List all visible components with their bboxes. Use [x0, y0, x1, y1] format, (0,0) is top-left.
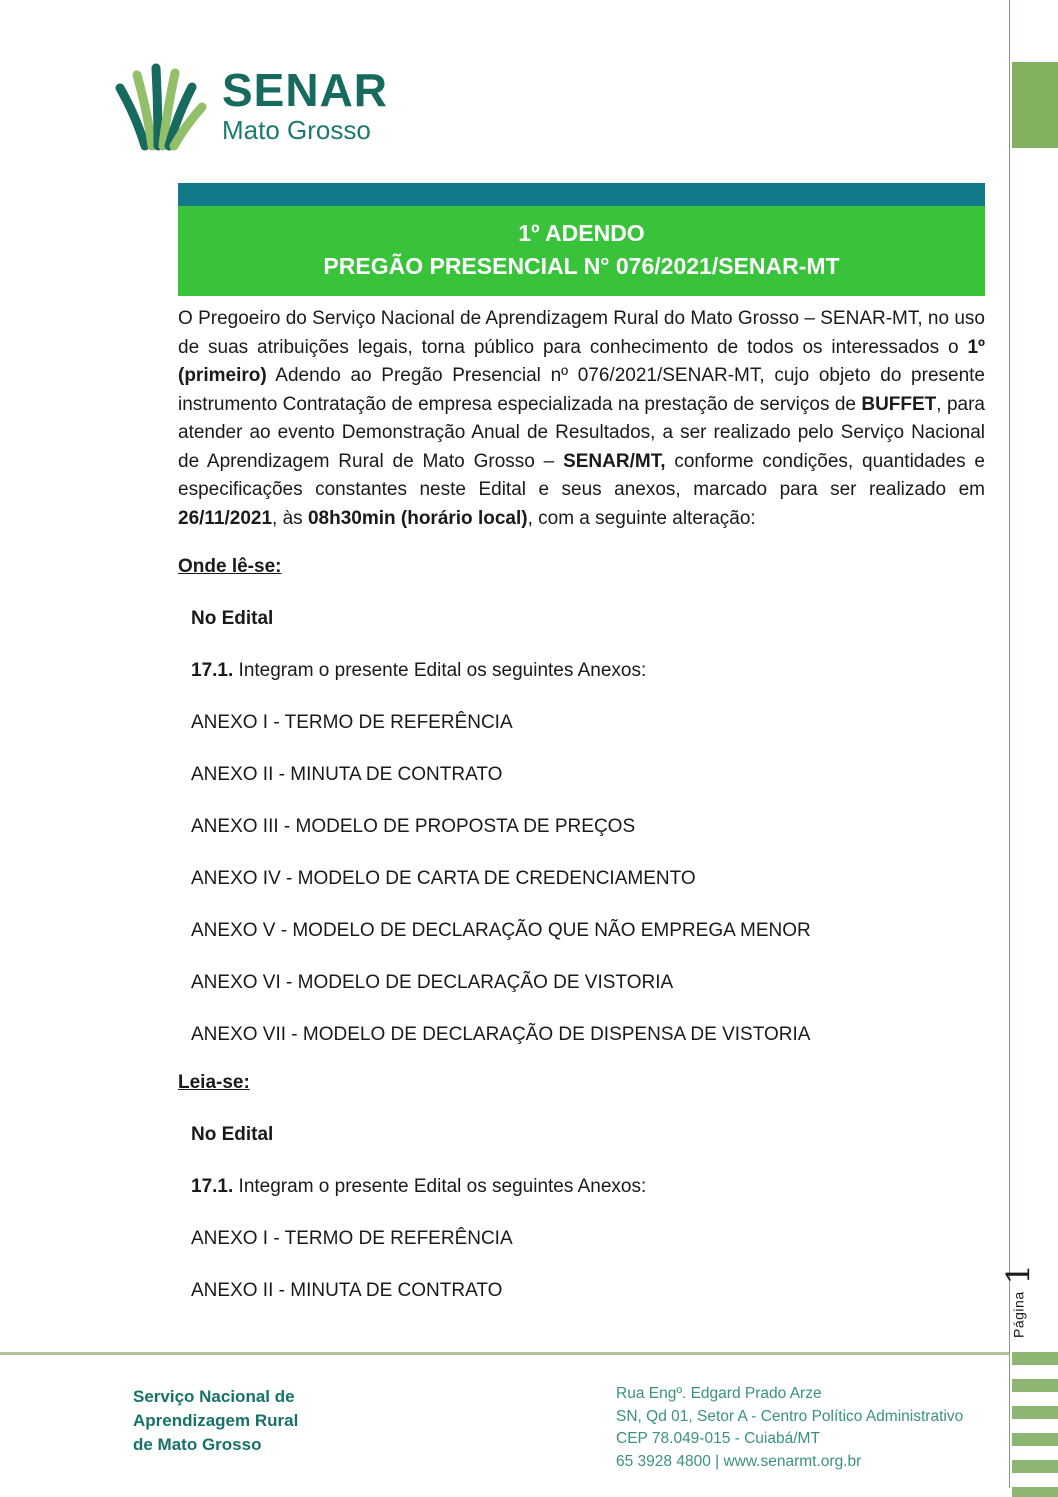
- right-green-stripes: [1012, 1352, 1058, 1497]
- document-body: [178, 305, 985, 1305]
- footer-address-line: 65 3928 4800 | www.senarmt.org.br: [616, 1452, 862, 1470]
- senar-logo: [108, 58, 388, 153]
- subheading-no-edital-1: No Edital: [191, 608, 274, 629]
- footer-org-line: de Mato Grosso: [133, 1435, 262, 1454]
- anexo-item: ANEXO III - MODELO DE PROPOSTA DE PREÇOS: [191, 816, 636, 837]
- intro-seg-6: , com a seguinte alteração:: [527, 507, 756, 529]
- intro-seg-2: Adendo ao Pregão Presencial nº 076/2021/SENAR-MT, cujo objeto do presente instrumento Contratação de empresa especializada na prestação de serviços de: [178, 365, 985, 415]
- footer-organization: [133, 1385, 298, 1457]
- page-number-value: 1: [999, 1264, 1038, 1285]
- anexo-item: ANEXO II - MINUTA DE CONTRATO: [191, 1280, 503, 1301]
- footer-address-line: SN, Qd 01, Setor A - Centro Político Administrativo: [616, 1407, 964, 1425]
- intro-seg-5: , às: [272, 507, 308, 529]
- intro-bold-2: BUFFET: [861, 393, 937, 415]
- clause-number: 17.1.: [191, 660, 234, 681]
- clause-17-1-second: [191, 1173, 985, 1201]
- intro-bold-5: 08h30min (horário local): [307, 507, 528, 529]
- clause-17-1-first: [191, 657, 985, 685]
- footer-address: [616, 1383, 963, 1473]
- anexo-item: ANEXO V - MODELO DE DECLARAÇÃO QUE NÃO EMPREGA MENOR: [191, 920, 811, 941]
- anexo-item: ANEXO VII - MODELO DE DECLARAÇÃO DE DISPENSA DE VISTORIA: [191, 1024, 811, 1045]
- footer-address-line: CEP 78.049-015 - Cuiabá/MT: [616, 1430, 820, 1447]
- right-green-block: [1012, 62, 1058, 148]
- title-banner: [178, 183, 985, 296]
- intro-bold-4: 26/11/2021: [178, 507, 273, 529]
- clause-text: Integram o presente Edital os seguintes Anexos:: [233, 1176, 647, 1197]
- page-number-label: Página: [1010, 1291, 1027, 1338]
- intro-bold-1: 1º (primeiro): [178, 336, 985, 386]
- anexo-item: ANEXO I - TERMO DE REFERÊNCIA: [191, 1228, 513, 1249]
- anexo-item: ANEXO II - MINUTA DE CONTRATO: [191, 764, 503, 785]
- section-heading-leia-se: Leia-se:: [178, 1072, 250, 1093]
- banner-teal-strip: [178, 183, 985, 206]
- banner-title-line1: 1º ADENDO: [518, 220, 645, 246]
- anexo-item: ANEXO VI - MODELO DE DECLARAÇÃO DE VISTORIA: [191, 972, 674, 993]
- banner-body: [178, 206, 985, 296]
- intro-seg-1: O Pregoeiro do Serviço Nacional de Aprendizagem Rural do Mato Grosso – SENAR-MT, no uso de suas atribuições legais, torna público para conhecimento de todos os interessados o: [178, 308, 985, 358]
- footer-address-line: Rua Engº. Edgard Prado Arze: [616, 1385, 822, 1402]
- footer-org-line: Serviço Nacional de: [133, 1387, 295, 1406]
- intro-bold-3: SENAR/MT,: [563, 450, 666, 472]
- logo-title: SENAR: [222, 63, 389, 116]
- logo-text: [222, 63, 389, 145]
- anexo-item: ANEXO IV - MODELO DE CARTA DE CREDENCIAMENTO: [191, 868, 696, 889]
- logo-subtitle: Mato Grosso: [222, 114, 371, 145]
- subheading-no-edital-2: No Edital: [191, 1124, 274, 1145]
- page-number: [998, 1249, 1040, 1354]
- footer-divider: [0, 1352, 1009, 1355]
- senar-fan-icon: [108, 58, 208, 153]
- clause-text: Integram o presente Edital os seguintes Anexos:: [233, 660, 647, 681]
- clause-number: 17.1.: [191, 1176, 234, 1197]
- section-heading-onde-le-se: Onde lê-se:: [178, 556, 282, 577]
- banner-title-line2: PREGÃO PRESENCIAL N° 076/2021/SENAR-MT: [323, 253, 840, 279]
- intro-seg-4: conforme condições, quantidades e especificações constantes neste Edital e seus anexos, marcado para ser realizado em: [178, 450, 985, 500]
- intro-seg-3: , para atender ao evento Demonstração Anual de Resultados, a ser realizado pelo Serviço Nacional de Aprendizagem Rural de Mato Grosso –: [178, 393, 985, 472]
- anexo-item: ANEXO I - TERMO DE REFERÊNCIA: [191, 712, 513, 733]
- footer-org-line: Aprendizagem Rural: [133, 1411, 299, 1430]
- intro-paragraph: [178, 305, 985, 533]
